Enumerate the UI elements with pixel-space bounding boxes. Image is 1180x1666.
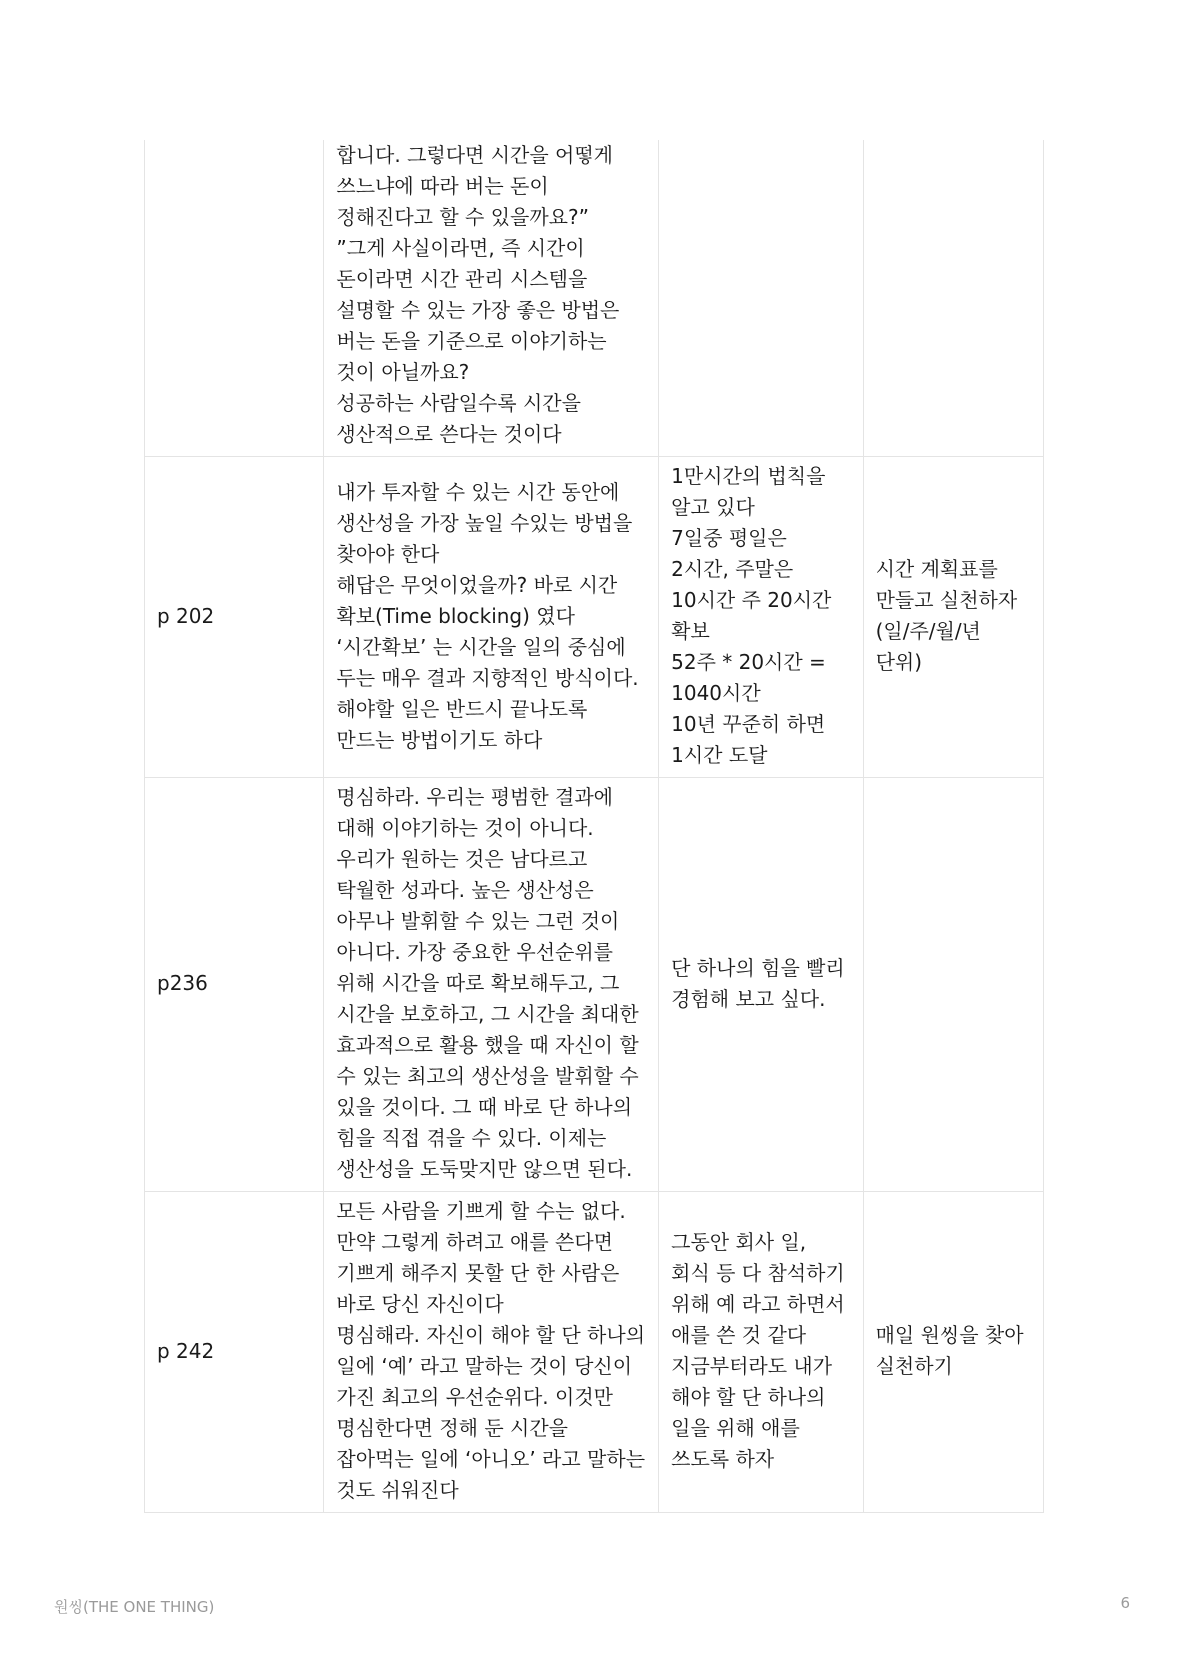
quote-cell: 모든 사람을 기쁘게 할 수는 없다. 만약 그렇게 하려고 애를 쓴다면 기쁘게 해주지 못할 단 한 사람은 바로 당신 자신이다 명심해라. 자신이 해야 할 단 하나의 일에 ‘예’ 라고 말하는 것이 당신이 가진 최고의 우선순위다. 이것만 명심한다면 정해 둔 시간을 잡아먹는 일에 ‘아니오’ 라고 말하는 것도 쉬워진다 [324,1192,659,1513]
table-row [145,778,1044,1192]
page-number: 6 [1120,1594,1130,1612]
action-cell: 시간 계획표를 만들고 실천하자(일/주/월/년 단위) [863,457,1043,778]
action-cell [863,140,1043,457]
table-row [145,140,1044,457]
thought-cell [659,140,863,457]
reading-notes-table [144,140,1044,1513]
quote-cell: 합니다. 그렇다면 시간을 어떻게 쓰느냐에 따라 버는 돈이 정해진다고 할 수 있을까요?” ”그게 사실이라면, 즉 시간이 돈이라면 시간 관리 시스템을 설명할 수 있는 가장 좋은 방법은 버는 돈을 기준으로 이야기하는 것이 아닐까요? 성공하는 사람일수록 시간을 생산적으로 쓴다는 것이다 [324,140,659,457]
table-row [145,1192,1044,1513]
thought-cell: 1만시간의 법칙을 알고 있다 7일중 평일은 2시간, 주말은 10시간 주 20시간 확보 52주 * 20시간 = 1040시간 10년 꾸준히 하면 1시간 도달 [659,457,863,778]
action-cell: 매일 원씽을 찾아 실천하기 [863,1192,1043,1513]
action-cell [863,778,1043,1192]
page-reference-cell: p236 [145,778,324,1192]
quote-cell: 명심하라. 우리는 평범한 결과에 대해 이야기하는 것이 아니다. 우리가 원하는 것은 남다르고 탁월한 성과다. 높은 생산성은 아무나 발휘할 수 있는 그런 것이 아니다. 가장 중요한 우선순위를 위해 시간을 따로 확보해두고, 그 시간을 보호하고, 그 시간을 최대한 효과적으로 활용 했을 때 자신이 할 수 있는 최고의 생산성을 발휘할 수 있을 것이다. 그 때 바로 단 하나의 힘을 직접 겪을 수 있다. 이제는 생산성을 도둑맞지만 않으면 된다. [324,778,659,1192]
quote-cell: 내가 투자할 수 있는 시간 동안에 생산성을 가장 높일 수있는 방법을 찾아야 한다 해답은 무엇이었을까? 바로 시간 확보(Time blocking) 였다 ‘시간확보’ 는 시간을 일의 중심에 두는 매우 결과 지향적인 방식이다. 해야할 일은 반드시 끝나도록 만드는 방법이기도 하다 [324,457,659,778]
page-reference-cell: p 202 [145,457,324,778]
thought-cell: 그동안 회사 일, 회식 등 다 참석하기 위해 예 라고 하면서 애를 쓴 것 같다 지금부터라도 내가 해야 할 단 하나의 일을 위해 애를 쓰도록 하자 [659,1192,863,1513]
table-row [145,457,1044,778]
document-title-footer: 원씽(THE ONE THING) [54,1598,215,1616]
thought-cell: 단 하나의 힘을 빨리 경험해 보고 싶다. [659,778,863,1192]
page-reference-cell: p 242 [145,1192,324,1513]
page-reference-cell [145,140,324,457]
